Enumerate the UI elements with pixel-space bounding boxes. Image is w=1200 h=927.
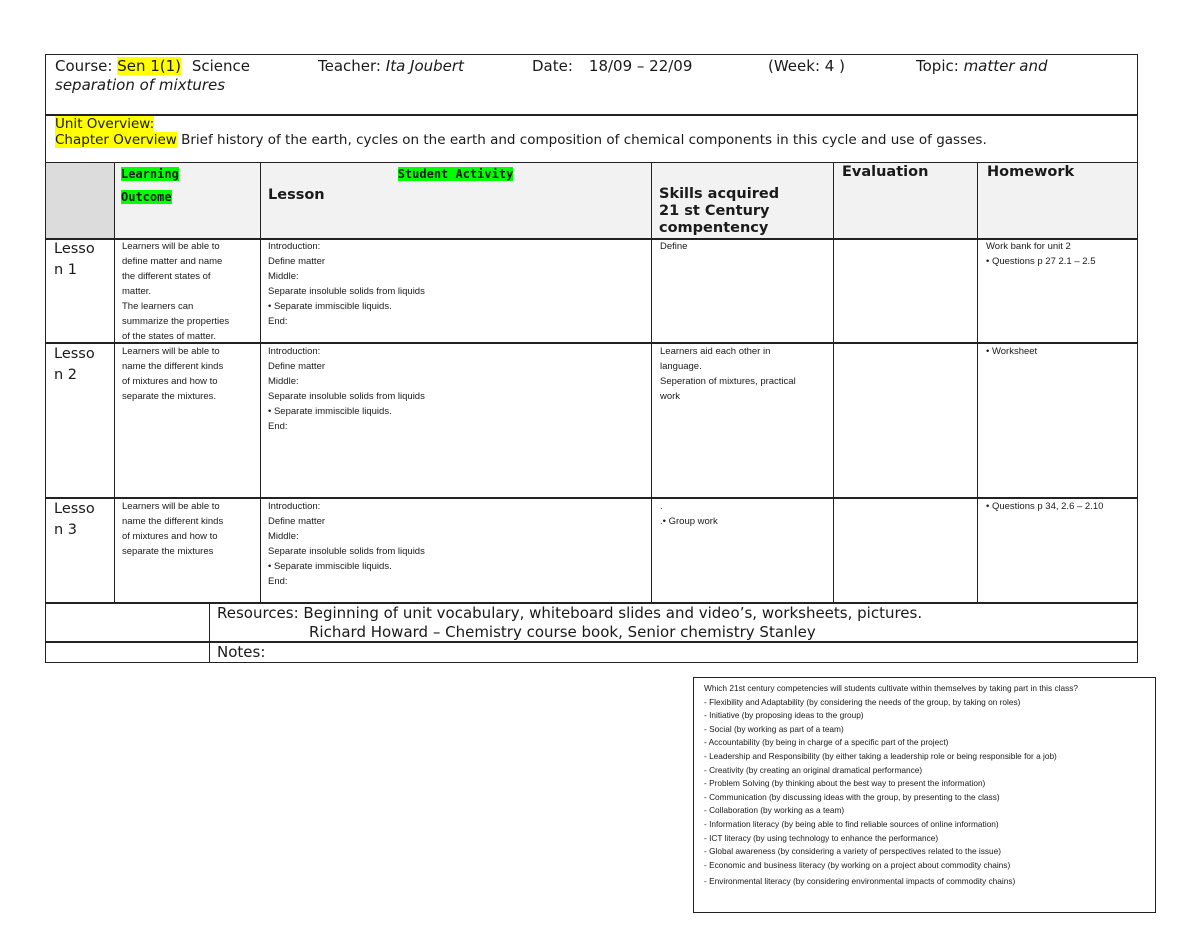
divider [114,162,115,603]
topic: Topic: matter and [916,57,1048,75]
list-item: - Global awareness (by considering a variety of perspectives related to the issue) [704,846,1001,857]
lesson-2-activity: Introduction: Define matter Middle: Separate insoluble solids from liquids • Separate immiscible liquids. End: [268,346,425,432]
list-item: - Accountability (by being in charge of a specific part of the project) [704,737,949,748]
lesson-header: Lesson [268,187,325,203]
list-item: - Economic and business literacy (by working on a project about commodity chains) [704,859,1011,870]
lesson-3-homework: • Questions p 34, 2.6 – 2.10 [986,501,1104,512]
competencies-box [693,677,1156,913]
skills-header: Skills acquired 21 st Century compentency [659,186,780,236]
course-value: Sen 1(1) [117,57,182,75]
list-item: - Communication (by discussing ideas with the group, by presenting to the class) [704,791,1000,802]
lesson-2-homework: • Worksheet [986,346,1038,357]
divider [209,602,210,663]
divider [833,162,834,603]
header-shade [46,163,114,238]
lesson-3-label: Lesso n 3 [54,501,95,538]
list-item: - Leadership and Responsibility (by either taking a leadership role or being responsible for a job) [704,750,1057,761]
lesson-3-skills: . .• Group work [660,501,718,527]
list-item: - Problem Solving (by thinking about the best way to present the information) [704,778,986,789]
divider [260,162,261,603]
list-item: - Initiative (by proposing ideas to the group) [704,710,864,721]
list-item: - Social (by working as part of a team) [704,723,844,734]
lesson-3-outcome: Learners will be able to name the different kinds of mixtures and how to separate the mixtures [122,501,224,557]
lesson-1-skills: Define [660,241,688,252]
unit-overview: Unit Overview: [55,116,155,132]
chapter-overview: Chapter Overview Brief history of the earth, cycles on the earth and composition of chemical components in this cycle and use of gasses. [55,132,987,148]
lesson-2-outcome: Learners will be able to name the different kinds of mixtures and how to separate the mixtures. [122,346,224,402]
date: Date: 18/09 – 22/09 [532,57,693,75]
course-header: Course: Sen 1(1) Science [55,57,250,75]
lesson-1-homework: Work bank for unit 2 • Questions p 27 2.1 – 2.5 [986,241,1096,267]
evaluation-header: Evaluation [842,164,929,180]
list-item: - Information literacy (by being able to find reliable sources of online information) [704,818,999,829]
learning-outcome-header: Learning Outcome [121,167,179,204]
list-item: - Environmental literacy (by considering environmental impacts of commodity chains) [704,876,1016,887]
list-item: - ICT literacy (by using technology to enhance the performance) [704,832,939,843]
notes: Notes: [217,643,266,661]
divider [977,162,978,603]
lesson-1-activity: Introduction: Define matter Middle: Separate insoluble solids from liquids • Separate immiscible liquids. End: [268,241,425,327]
competencies-title: Which 21st century competencies will students cultivate within themselves by taking part in this class? [704,683,1078,693]
lesson-2-skills: Learners aid each other in language. Seperation of mixtures, practical work [660,346,796,402]
list-item: - Creativity (by creating an original dramatical performance) [704,764,923,775]
homework-header: Homework [987,164,1075,180]
lesson-1-label: Lesso n 1 [54,241,95,278]
topic-continued: separation of mixtures [55,76,226,94]
resources-line-1: Resources: Beginning of unit vocabulary, whiteboard slides and video’s, worksheets, pictures. [217,604,923,622]
resources-line-2: Richard Howard – Chemistry course book, Senior chemistry Stanley [309,623,816,641]
lesson-3-activity: Introduction: Define matter Middle: Separate insoluble solids from liquids • Separate immiscible liquids. End: [268,501,425,587]
lesson-1-outcome: Learners will be able to define matter and name the different states of matter. The learners can summarize the properties of the states of matter. [122,241,230,342]
lesson-2-label: Lesso n 2 [54,346,95,383]
divider [45,114,1138,116]
list-item: - Collaboration (by working as a team) [704,805,845,816]
teacher: Teacher: Ita Joubert [318,57,464,75]
list-item: - Flexibility and Adaptability (by considering the needs of the group, by taking on roles) [704,696,1021,707]
divider [651,162,652,603]
week: (Week: 4 ) [768,57,845,75]
student-activity-header: Student Activity [397,167,514,181]
